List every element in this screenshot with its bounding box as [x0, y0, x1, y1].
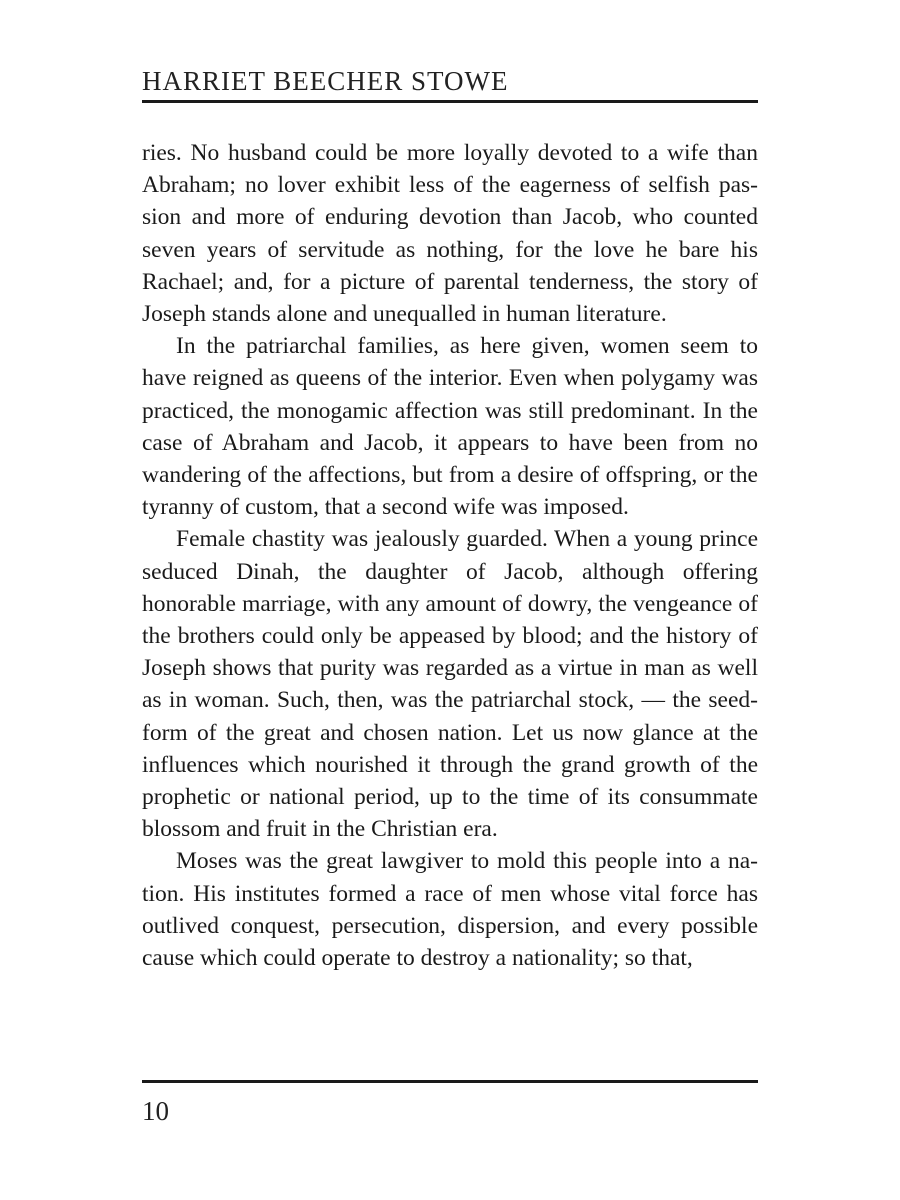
footer-divider — [142, 1080, 758, 1083]
paragraph-1: ries. No husband could be more loyally devoted to a wife than Abraham; no lover exhibit less of the eagerness of selfish passion and more of enduring devotion than Jacob, who counted seven years of servitude as nothing, for the love he bare his Rachael; and, for a picture of parental tenderness, the story of Joseph stands alone and unequalled in human literature. — [142, 140, 758, 328]
paragraph-2: In the patriarchal families, as here given, women seem to have reigned as queens of the interior. Even when polygamy was practiced, the monogamic affection was still predominant. In the case of Abraham and Jacob, it appears to have been from no wandering of the affections, but from a desire of offspring, or the tyranny of custom, that a second wife was imposed. — [142, 333, 758, 521]
running-head: HARRIET BEECHER STOWE — [142, 66, 509, 96]
body-text — [142, 137, 758, 974]
paragraph-3: Female chastity was jealously guarded. When a young prince seduced Dinah, the daughter of Jacob, although offering honorable marriage, with any amount of dowry, the vengeance of the brothers could only be appeased by blood; and the history of Joseph shows that purity was regarded as a virtue in man as well as in woman. Such, then, was the patriarchal stock, — the seed-form of the great and chosen nation. Let us now glance at the influences which nourished it through the grand growth of the prophetic or national period, up to the time of its consummate blossom and fruit in the Christian era. — [142, 526, 758, 843]
header-divider — [142, 100, 758, 103]
page-number: 10 — [142, 1096, 169, 1126]
paragraph-4: Moses was the great lawgiver to mold this people into a nation. His institutes formed a race of men whose vital force has outlived conquest, persecution, dispersion, and every possible cause which could operate to destroy a nationality; so that, — [142, 848, 758, 972]
